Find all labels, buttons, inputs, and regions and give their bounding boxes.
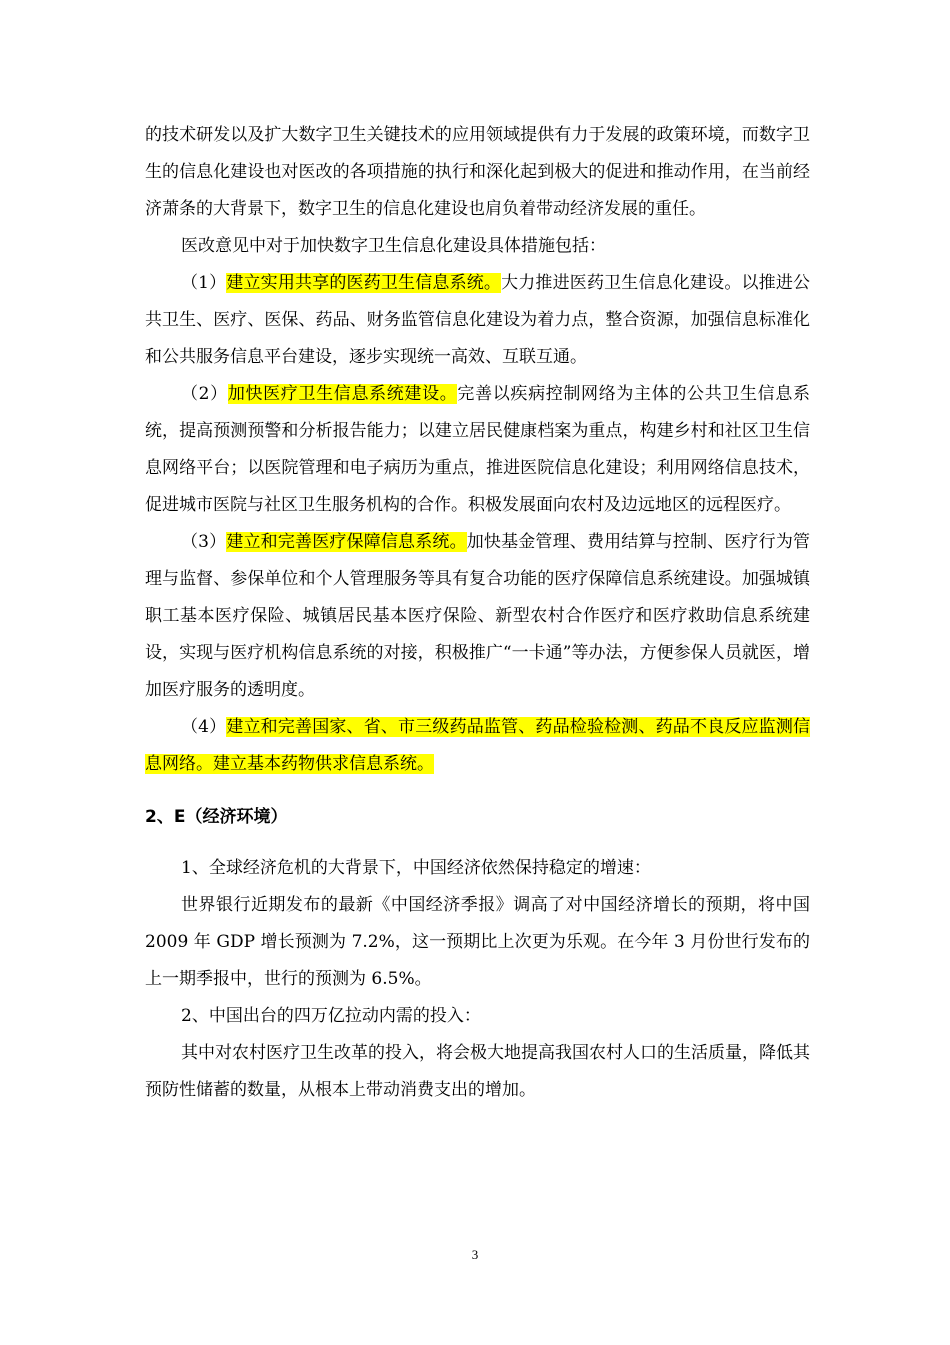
economy-paragraph-world-bank: 世界银行近期发布的最新《中国经济季报》调高了对中国经济增长的预期，将中国 2009 年 GDP 增长预测为 7.2%，这一预期比上次更为乐观。在今年 3 月份世行发布的上一期季报中，世行的预测为 6.5%。	[145, 895, 810, 989]
measure-body: 加快基金管理、费用结算与控制、医疗行为管理与监督、参保单位和个人管理服务等具有复合功能的医疗保障信息系统建设。加强城镇职工基本医疗保险、城镇居民基本医疗保险、新型农村合作医疗和医疗救助信息系统建设，实现与医疗机构信息系统的对接，积极推广“一卡通”等办法，方便参保人员就医，增加医疗服务的透明度。	[145, 532, 811, 700]
measure-body: 完善以疾病控制网络为主体的公共卫生信息系统，提高预测预警和分析报告能力；以建立居民健康档案为重点，构建乡村和社区卫生信息网络平台；以医院管理和电子病历为重点，推进医院信息化建设；利用网络信息技术，促进城市医院与社区卫生服务机构的合作。积极发展面向农村及边远地区的远程医疗。	[145, 384, 811, 515]
paragraph-measures-intro: 医改意见中对于加快数字卫生信息化建设具体措施包括：	[181, 236, 606, 256]
measure-item-2	[145, 376, 810, 524]
measure-number: （1）	[181, 273, 227, 293]
measure-item-4	[145, 709, 810, 783]
paragraph-policy-environment: 的技术研发以及扩大数字卫生关键技术的应用领域提供有力于发展的政策环境，而数字卫生的信息化建设也对医改的各项措施的执行和深化起到极大的促进和推动作用，在当前经济萧条的大背景下，数字卫生的信息化建设也肩负着带动经济发展的重任。	[145, 125, 810, 219]
highlighted-text: 建立实用共享的医药卫生信息系统。	[226, 273, 502, 293]
economy-point-2: 2、中国出台的四万亿拉动内需的投入：	[181, 1006, 481, 1026]
economy-paragraph-rural: 其中对农村医疗卫生改革的投入，将会极大地提高我国农村人口的生活质量，降低其预防性储蓄的数量，从根本上带动消费支出的增加。	[145, 1043, 810, 1100]
page-number: 3	[471, 1247, 479, 1262]
measure-number: （2）	[181, 384, 228, 404]
measure-number: （4）	[181, 717, 227, 737]
highlighted-text: 建立和完善医疗保障信息系统。	[226, 532, 467, 552]
measure-item-3	[145, 524, 810, 709]
economy-point-1: 1、全球经济危机的大背景下，中国经济依然保持稳定的增速：	[181, 858, 651, 878]
section-heading: 2、E（经济环境）	[145, 807, 288, 827]
page-content	[145, 117, 810, 1109]
measure-body: 大力推进医药卫生信息化建设。以推进公共卫生、医疗、医保、药品、财务监管信息化建设为着力点，整合资源，加强信息标准化和公共服务信息平台建设，逐步实现统一高效、互联互通。	[145, 273, 811, 367]
highlighted-text: 加快医疗卫生信息系统建设。	[227, 384, 458, 404]
highlighted-text: 建立和完善国家、省、市三级药品监管、药品检验检测、药品不良反应监测信息网络。建立基本药物供求信息系统。	[145, 717, 810, 774]
measure-number: （3）	[181, 532, 227, 552]
measure-item-1	[145, 265, 810, 376]
